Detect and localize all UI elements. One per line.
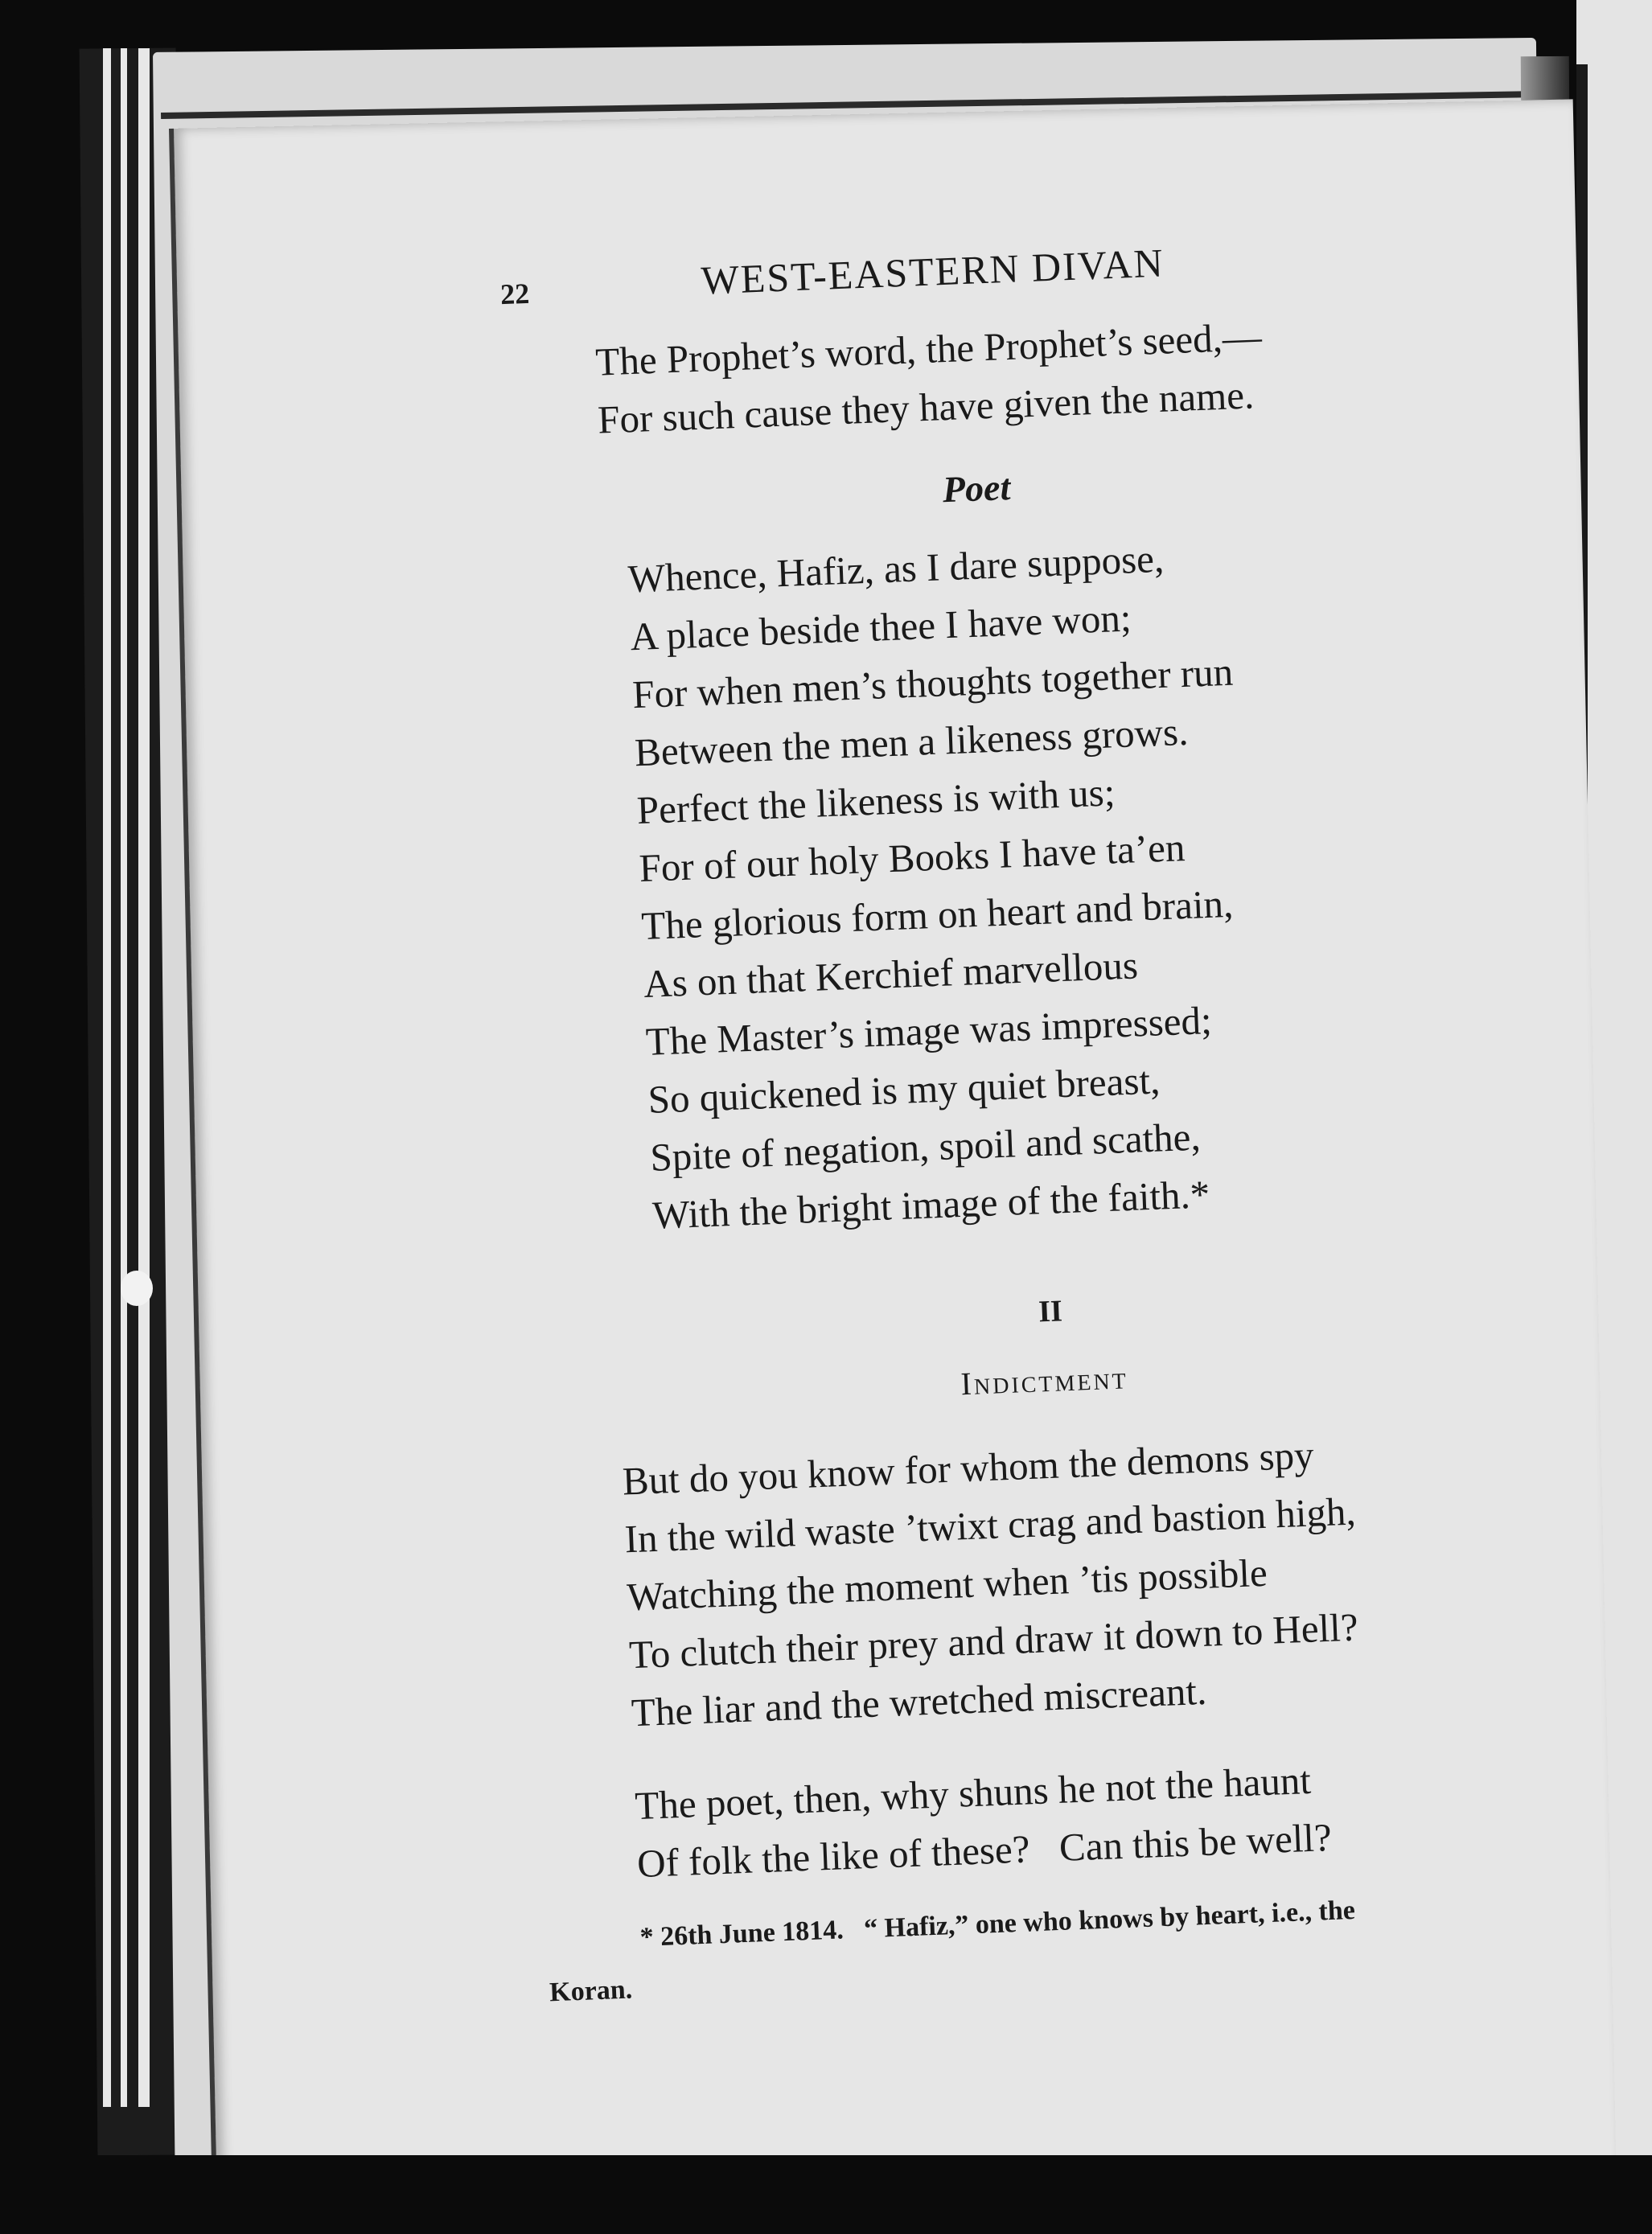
verse-line: The liar and the wretched miscreant. [630,1668,1208,1735]
section-title-poet: Poet [941,466,1012,511]
section-title-indictment [960,1341,1572,1402]
verse-line: With the bright image of the faith.* [651,1172,1211,1238]
section-title-text: Indictment [960,1359,1129,1402]
verse-line: The Master’s image was impressed; [644,997,1213,1064]
verse-line: The poet, then, why shuns he not the haunt [634,1757,1312,1829]
verse-line: Whence, Hafiz, as I dare suppose, [627,536,1165,602]
verse-line: But do you know for whom the demons spy [621,1432,1315,1504]
verse-line: The Prophet’s word, the Prophet’s seed,— [594,314,1263,384]
binding-page-edge [103,48,111,2107]
page-number: 22 [499,277,530,311]
section-numeral: II [1038,1294,1063,1329]
running-head: WEST-EASTERN DIVAN [700,240,1165,303]
footnote-continuation: Koran. [549,1974,633,2008]
verse-line: In the wild waste ’twixt crag and bastion high, [623,1489,1357,1562]
verse-line: The glorious form on heart and brain, [640,881,1235,949]
verse-line: Of folk the like of these? Can this be well? [636,1814,1333,1887]
verse-line: A place beside thee I have won; [629,595,1132,659]
verse-line: As on that Kerchief marvellous [643,942,1139,1006]
page-blemish [121,1271,153,1306]
verse-line: So quickened is my quiet breast, [647,1057,1161,1122]
verse-line: For such cause they have given the name. [597,372,1255,442]
verse-line: Perfect the likeness is with us; [635,770,1116,833]
verse-line: For when men’s thoughts together run [631,649,1235,717]
binding-page-edge [138,48,150,2107]
verse-line: To clutch their prey and draw it down to Hell? [628,1604,1359,1678]
bottom-shadow [0,2155,1652,2234]
footnote: * 26th June 1814. “ Hafiz,” one who knows by heart, i.e., the [639,1895,1356,1953]
verse-line: Between the men a likeness grows. [634,708,1190,775]
binding-page-edge [121,48,127,2107]
verse-line: For of our holy Books I have ta’en [638,825,1186,891]
page-text [483,209,1596,2018]
verse-line: Spite of negation, spoil and scathe, [649,1114,1202,1180]
verse-line: Watching the moment when ’tis possible [626,1550,1268,1620]
